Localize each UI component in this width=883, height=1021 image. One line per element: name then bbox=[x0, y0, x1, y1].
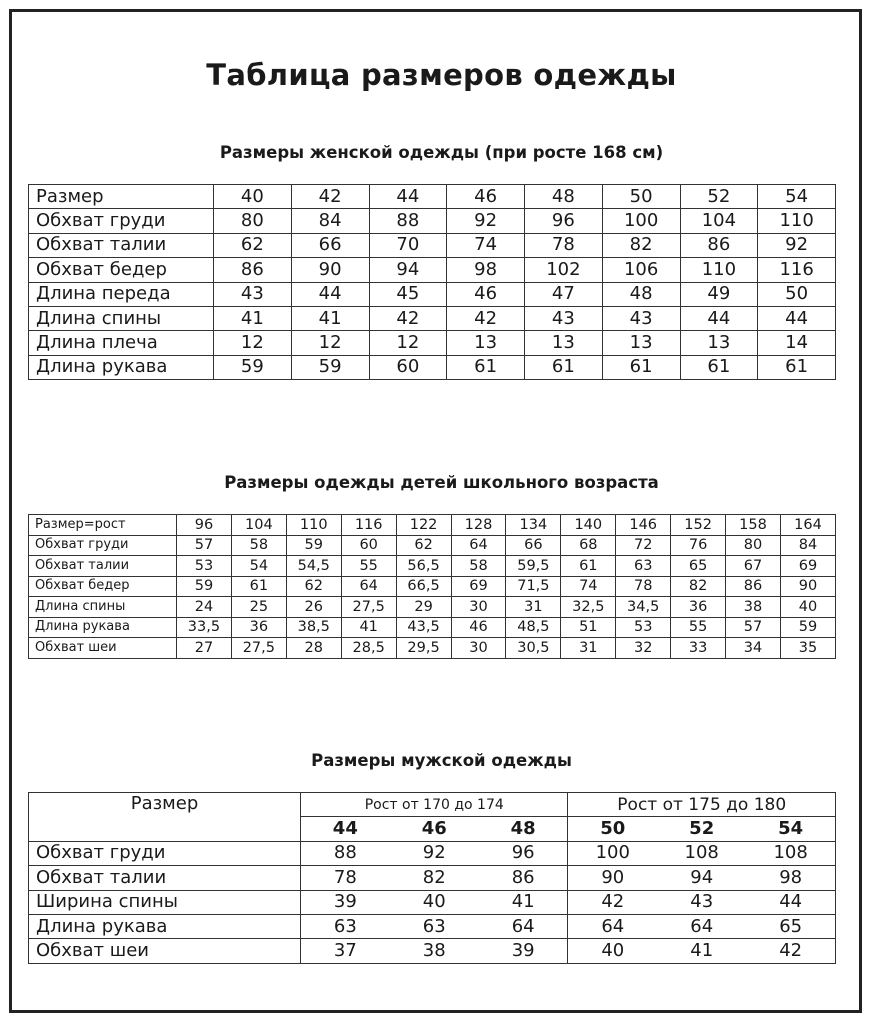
table-cell: 12 bbox=[214, 331, 292, 355]
table-cell: 42 bbox=[291, 185, 369, 209]
table-cell: 61 bbox=[231, 576, 286, 597]
women-heading: Размеры женской одежды (при росте 168 см) bbox=[219, 143, 664, 162]
row-label: Обхват груди bbox=[29, 535, 177, 556]
table-cell: 61 bbox=[447, 355, 525, 379]
row-label: Обхват шеи bbox=[29, 939, 301, 963]
row-label: Размер bbox=[29, 185, 214, 209]
table-cell: 94 bbox=[657, 866, 746, 890]
row-label: Размер=рост bbox=[29, 515, 177, 536]
table-cell: 40 bbox=[568, 939, 657, 963]
table-cell: 72 bbox=[616, 535, 671, 556]
table-cell: 59 bbox=[286, 535, 341, 556]
table-cell: 82 bbox=[602, 233, 680, 257]
table-cell: 59 bbox=[291, 355, 369, 379]
row-label: Длина рукава bbox=[29, 617, 177, 638]
table-cell: 48 bbox=[602, 282, 680, 306]
row-label: Длина спины bbox=[29, 597, 177, 618]
kids-table-row bbox=[29, 576, 836, 597]
row-label: Обхват шеи bbox=[29, 638, 177, 659]
kids-table-row bbox=[29, 556, 836, 577]
row-label: Длина плеча bbox=[29, 331, 214, 355]
men-size-cell: 54 bbox=[746, 817, 835, 841]
kids-table-row bbox=[29, 535, 836, 556]
women-table-row bbox=[29, 282, 836, 306]
table-cell: 60 bbox=[341, 535, 396, 556]
table-cell: 90 bbox=[568, 866, 657, 890]
table-cell: 46 bbox=[447, 185, 525, 209]
table-cell: 44 bbox=[369, 185, 447, 209]
table-cell: 42 bbox=[568, 890, 657, 914]
table-cell: 63 bbox=[616, 556, 671, 577]
table-cell: 13 bbox=[680, 331, 758, 355]
table-cell: 110 bbox=[680, 258, 758, 282]
table-cell: 59 bbox=[780, 617, 835, 638]
table-cell: 53 bbox=[616, 617, 671, 638]
table-cell: 96 bbox=[479, 841, 568, 865]
table-cell: 43 bbox=[657, 890, 746, 914]
table-cell: 50 bbox=[758, 282, 836, 306]
table-cell: 59,5 bbox=[506, 556, 561, 577]
table-cell: 14 bbox=[758, 331, 836, 355]
table-cell: 25 bbox=[231, 597, 286, 618]
row-label: Обхват груди bbox=[29, 841, 301, 865]
men-table-row bbox=[29, 841, 836, 865]
table-cell: 40 bbox=[214, 185, 292, 209]
table-cell: 92 bbox=[447, 209, 525, 233]
table-cell: 39 bbox=[479, 939, 568, 963]
table-cell: 122 bbox=[396, 515, 451, 536]
table-cell: 59 bbox=[214, 355, 292, 379]
kids-table-row bbox=[29, 638, 836, 659]
table-cell: 55 bbox=[341, 556, 396, 577]
table-cell: 61 bbox=[602, 355, 680, 379]
men-size-header-spacer bbox=[29, 817, 301, 841]
table-cell: 12 bbox=[369, 331, 447, 355]
table-cell: 32 bbox=[616, 638, 671, 659]
table-cell: 41 bbox=[214, 306, 292, 330]
table-cell: 41 bbox=[657, 939, 746, 963]
table-cell: 84 bbox=[291, 209, 369, 233]
table-cell: 39 bbox=[301, 890, 390, 914]
table-cell: 38,5 bbox=[286, 617, 341, 638]
table-cell: 69 bbox=[451, 576, 506, 597]
men-size-cell: 50 bbox=[568, 817, 657, 841]
table-cell: 50 bbox=[602, 185, 680, 209]
men-table-row bbox=[29, 866, 836, 890]
table-cell: 54,5 bbox=[286, 556, 341, 577]
table-cell: 63 bbox=[301, 914, 390, 938]
row-label: Обхват талии bbox=[29, 866, 301, 890]
table-cell: 63 bbox=[390, 914, 479, 938]
men-size-cell: 46 bbox=[390, 817, 479, 841]
table-cell: 37 bbox=[301, 939, 390, 963]
table-cell: 96 bbox=[525, 209, 603, 233]
table-cell: 44 bbox=[758, 306, 836, 330]
kids-table-row bbox=[29, 597, 836, 618]
table-cell: 90 bbox=[780, 576, 835, 597]
table-cell: 66 bbox=[506, 535, 561, 556]
table-cell: 74 bbox=[561, 576, 616, 597]
table-cell: 27,5 bbox=[341, 597, 396, 618]
table-cell: 98 bbox=[746, 866, 835, 890]
table-cell: 88 bbox=[369, 209, 447, 233]
table-cell: 33 bbox=[671, 638, 726, 659]
men-heading: Размеры мужской одежды bbox=[311, 751, 572, 770]
table-cell: 90 bbox=[291, 258, 369, 282]
table-cell: 69 bbox=[780, 556, 835, 577]
table-cell: 78 bbox=[301, 866, 390, 890]
table-cell: 80 bbox=[214, 209, 292, 233]
table-cell: 66 bbox=[291, 233, 369, 257]
table-cell: 30 bbox=[451, 638, 506, 659]
table-cell: 96 bbox=[177, 515, 232, 536]
table-cell: 47 bbox=[525, 282, 603, 306]
table-cell: 80 bbox=[726, 535, 781, 556]
table-cell: 61 bbox=[561, 556, 616, 577]
table-cell: 38 bbox=[390, 939, 479, 963]
men-header-row bbox=[29, 793, 836, 817]
table-cell: 106 bbox=[602, 258, 680, 282]
table-cell: 108 bbox=[746, 841, 835, 865]
women-table-row bbox=[29, 258, 836, 282]
table-cell: 104 bbox=[680, 209, 758, 233]
table-cell: 38 bbox=[726, 597, 781, 618]
table-cell: 48,5 bbox=[506, 617, 561, 638]
table-cell: 31 bbox=[506, 597, 561, 618]
men-size-table bbox=[28, 792, 836, 964]
table-cell: 61 bbox=[758, 355, 836, 379]
table-cell: 71,5 bbox=[506, 576, 561, 597]
table-cell: 92 bbox=[758, 233, 836, 257]
table-cell: 62 bbox=[396, 535, 451, 556]
table-cell: 68 bbox=[561, 535, 616, 556]
row-label: Обхват бедер bbox=[29, 258, 214, 282]
table-cell: 84 bbox=[780, 535, 835, 556]
row-label: Обхват талии bbox=[29, 233, 214, 257]
table-cell: 29 bbox=[396, 597, 451, 618]
table-cell: 64 bbox=[341, 576, 396, 597]
table-cell: 43 bbox=[525, 306, 603, 330]
table-cell: 82 bbox=[671, 576, 726, 597]
table-cell: 116 bbox=[758, 258, 836, 282]
men-size-cell: 52 bbox=[657, 817, 746, 841]
table-cell: 27,5 bbox=[231, 638, 286, 659]
women-table-row bbox=[29, 331, 836, 355]
table-cell: 34,5 bbox=[616, 597, 671, 618]
men-group-170-174: Рост от 170 до 174 bbox=[301, 793, 568, 817]
table-cell: 56,5 bbox=[396, 556, 451, 577]
table-cell: 41 bbox=[479, 890, 568, 914]
table-cell: 44 bbox=[680, 306, 758, 330]
table-cell: 78 bbox=[616, 576, 671, 597]
table-cell: 108 bbox=[657, 841, 746, 865]
table-cell: 152 bbox=[671, 515, 726, 536]
row-label: Длина переда bbox=[29, 282, 214, 306]
table-cell: 86 bbox=[726, 576, 781, 597]
table-cell: 27 bbox=[177, 638, 232, 659]
table-cell: 46 bbox=[451, 617, 506, 638]
table-cell: 146 bbox=[616, 515, 671, 536]
table-cell: 134 bbox=[506, 515, 561, 536]
table-cell: 65 bbox=[746, 914, 835, 938]
table-cell: 28,5 bbox=[341, 638, 396, 659]
table-cell: 98 bbox=[447, 258, 525, 282]
women-table-row bbox=[29, 209, 836, 233]
table-cell: 70 bbox=[369, 233, 447, 257]
table-cell: 76 bbox=[671, 535, 726, 556]
table-cell: 64 bbox=[479, 914, 568, 938]
table-cell: 62 bbox=[214, 233, 292, 257]
table-cell: 158 bbox=[726, 515, 781, 536]
table-cell: 140 bbox=[561, 515, 616, 536]
table-cell: 28 bbox=[286, 638, 341, 659]
table-cell: 43 bbox=[214, 282, 292, 306]
page-title: Таблица размеров одежды bbox=[206, 58, 677, 92]
table-cell: 49 bbox=[680, 282, 758, 306]
table-cell: 40 bbox=[390, 890, 479, 914]
table-cell: 92 bbox=[390, 841, 479, 865]
table-cell: 164 bbox=[780, 515, 835, 536]
table-cell: 43 bbox=[602, 306, 680, 330]
table-cell: 64 bbox=[657, 914, 746, 938]
kids-size-table bbox=[28, 514, 836, 659]
table-cell: 13 bbox=[447, 331, 525, 355]
table-cell: 55 bbox=[671, 617, 726, 638]
table-cell: 36 bbox=[671, 597, 726, 618]
table-cell: 94 bbox=[369, 258, 447, 282]
table-cell: 100 bbox=[568, 841, 657, 865]
table-cell: 44 bbox=[291, 282, 369, 306]
row-label: Длина рукава bbox=[29, 355, 214, 379]
table-cell: 74 bbox=[447, 233, 525, 257]
men-table-row bbox=[29, 914, 836, 938]
table-cell: 54 bbox=[758, 185, 836, 209]
table-cell: 59 bbox=[177, 576, 232, 597]
table-cell: 102 bbox=[525, 258, 603, 282]
table-cell: 64 bbox=[568, 914, 657, 938]
men-size-header: Размер bbox=[29, 793, 301, 817]
table-cell: 12 bbox=[291, 331, 369, 355]
table-cell: 42 bbox=[369, 306, 447, 330]
table-cell: 31 bbox=[561, 638, 616, 659]
table-cell: 30 bbox=[451, 597, 506, 618]
table-cell: 41 bbox=[341, 617, 396, 638]
row-label: Обхват бедер bbox=[29, 576, 177, 597]
table-cell: 58 bbox=[451, 556, 506, 577]
row-label: Ширина спины bbox=[29, 890, 301, 914]
table-cell: 44 bbox=[746, 890, 835, 914]
table-cell: 58 bbox=[231, 535, 286, 556]
table-cell: 66,5 bbox=[396, 576, 451, 597]
men-table-row bbox=[29, 939, 836, 963]
table-cell: 24 bbox=[177, 597, 232, 618]
table-cell: 51 bbox=[561, 617, 616, 638]
table-cell: 110 bbox=[758, 209, 836, 233]
table-cell: 61 bbox=[680, 355, 758, 379]
table-cell: 128 bbox=[451, 515, 506, 536]
table-cell: 61 bbox=[525, 355, 603, 379]
men-sizes-row bbox=[29, 817, 836, 841]
women-table-row bbox=[29, 185, 836, 209]
table-cell: 86 bbox=[680, 233, 758, 257]
kids-table-row bbox=[29, 515, 836, 536]
row-label: Обхват груди bbox=[29, 209, 214, 233]
table-cell: 13 bbox=[602, 331, 680, 355]
men-table-row bbox=[29, 890, 836, 914]
table-cell: 88 bbox=[301, 841, 390, 865]
table-cell: 53 bbox=[177, 556, 232, 577]
table-cell: 57 bbox=[177, 535, 232, 556]
men-group-175-180: Рост от 175 до 180 bbox=[568, 793, 836, 817]
table-cell: 45 bbox=[369, 282, 447, 306]
table-cell: 42 bbox=[447, 306, 525, 330]
table-cell: 26 bbox=[286, 597, 341, 618]
table-cell: 86 bbox=[214, 258, 292, 282]
table-cell: 40 bbox=[780, 597, 835, 618]
row-label: Длина спины bbox=[29, 306, 214, 330]
women-size-table bbox=[28, 184, 836, 380]
women-table-row bbox=[29, 233, 836, 257]
table-cell: 54 bbox=[231, 556, 286, 577]
table-cell: 57 bbox=[726, 617, 781, 638]
table-cell: 35 bbox=[780, 638, 835, 659]
women-table-row bbox=[29, 355, 836, 379]
table-cell: 86 bbox=[479, 866, 568, 890]
kids-table-row bbox=[29, 617, 836, 638]
table-cell: 36 bbox=[231, 617, 286, 638]
men-size-cell: 48 bbox=[479, 817, 568, 841]
table-cell: 13 bbox=[525, 331, 603, 355]
table-cell: 43,5 bbox=[396, 617, 451, 638]
table-cell: 78 bbox=[525, 233, 603, 257]
table-cell: 33,5 bbox=[177, 617, 232, 638]
table-cell: 104 bbox=[231, 515, 286, 536]
table-cell: 62 bbox=[286, 576, 341, 597]
table-cell: 48 bbox=[525, 185, 603, 209]
table-cell: 46 bbox=[447, 282, 525, 306]
table-cell: 41 bbox=[291, 306, 369, 330]
table-cell: 34 bbox=[726, 638, 781, 659]
table-cell: 60 bbox=[369, 355, 447, 379]
table-cell: 64 bbox=[451, 535, 506, 556]
row-label: Обхват талии bbox=[29, 556, 177, 577]
table-cell: 116 bbox=[341, 515, 396, 536]
table-cell: 67 bbox=[726, 556, 781, 577]
table-cell: 65 bbox=[671, 556, 726, 577]
table-cell: 82 bbox=[390, 866, 479, 890]
table-cell: 52 bbox=[680, 185, 758, 209]
row-label: Длина рукава bbox=[29, 914, 301, 938]
table-cell: 32,5 bbox=[561, 597, 616, 618]
table-cell: 42 bbox=[746, 939, 835, 963]
table-cell: 29,5 bbox=[396, 638, 451, 659]
table-cell: 100 bbox=[602, 209, 680, 233]
table-cell: 110 bbox=[286, 515, 341, 536]
table-cell: 30,5 bbox=[506, 638, 561, 659]
kids-heading: Размеры одежды детей школьного возраста bbox=[224, 473, 659, 492]
men-size-cell: 44 bbox=[301, 817, 390, 841]
women-table-row bbox=[29, 306, 836, 330]
